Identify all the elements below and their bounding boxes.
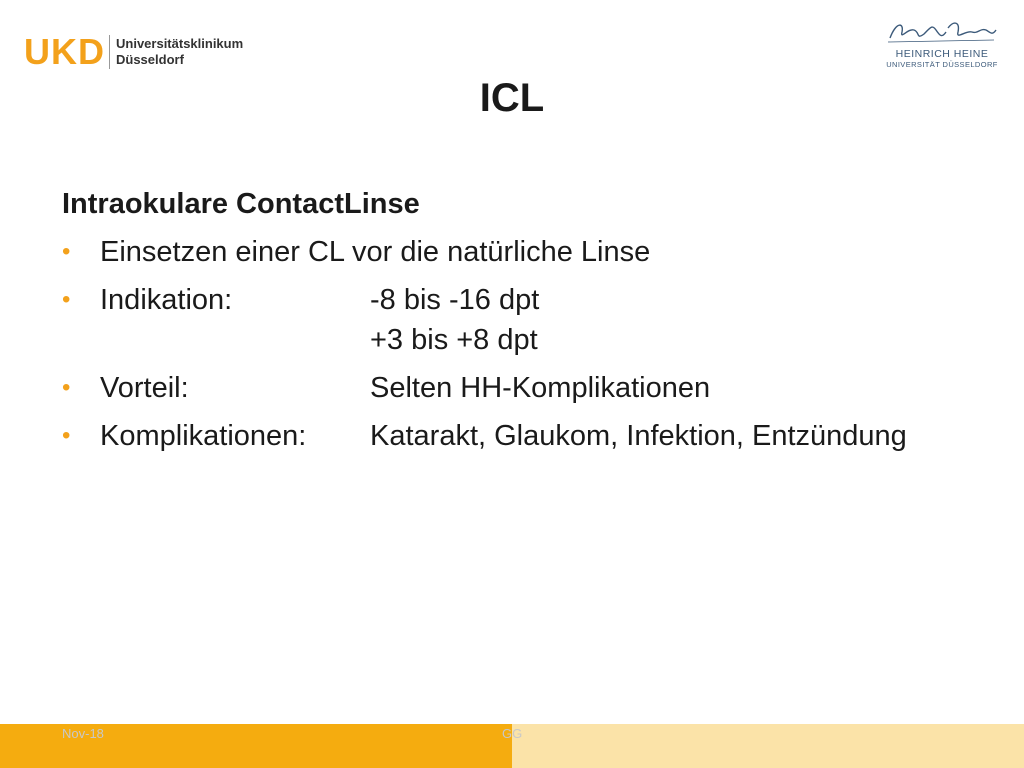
ukd-logo bbox=[24, 31, 244, 72]
footer-bar bbox=[0, 724, 1024, 768]
hhu-logo-line2: UNIVERSITÄT DÜSSELDORF bbox=[886, 60, 998, 69]
bullet-item bbox=[62, 232, 982, 272]
footer-date: Nov-18 bbox=[62, 726, 104, 741]
signature-icon bbox=[886, 18, 998, 46]
hhu-logo bbox=[886, 18, 998, 69]
bullet-value-line: +3 bis +8 dpt bbox=[370, 324, 538, 356]
bullet-icon: • bbox=[62, 238, 71, 265]
bullet-icon: • bbox=[62, 286, 71, 313]
bullet-icon: • bbox=[62, 422, 71, 449]
ukd-logo-separator bbox=[109, 35, 110, 69]
ukd-logo-text bbox=[116, 36, 243, 68]
bullet-value-line: Selten HH-Komplikationen bbox=[370, 372, 711, 404]
ukd-logo-line1: Universitätsklinikum bbox=[116, 36, 244, 51]
bullet-item bbox=[62, 416, 982, 456]
hhu-logo-line1: HEINRICH HEINE bbox=[895, 48, 989, 60]
bullet-label: Vorteil: bbox=[100, 372, 189, 404]
slide-content bbox=[62, 184, 982, 464]
ukd-logo-mark: UKD bbox=[24, 31, 105, 72]
bullet-value bbox=[370, 280, 539, 360]
bullet-text: Einsetzen einer CL vor die natürliche Linse bbox=[100, 236, 651, 268]
ukd-logo-line2: Düsseldorf bbox=[116, 52, 184, 67]
bullet-item bbox=[62, 368, 982, 408]
bullet-value bbox=[370, 368, 710, 408]
footer-initials: GG bbox=[502, 726, 523, 741]
bullet-item bbox=[62, 280, 982, 360]
bullet-value bbox=[370, 416, 907, 456]
slide-heading: Intraokulare ContactLinse bbox=[62, 188, 420, 220]
bullet-icon: • bbox=[62, 374, 71, 401]
footer-right-band bbox=[512, 724, 1024, 768]
bullet-label: Indikation: bbox=[100, 284, 233, 316]
slide-title: ICL bbox=[479, 76, 545, 120]
bullet-value-line: Katarakt, Glaukom, Infektion, Entzündung bbox=[370, 420, 907, 452]
bullet-value-line: -8 bis -16 dpt bbox=[370, 284, 540, 316]
bullet-label: Komplikationen: bbox=[100, 420, 307, 452]
